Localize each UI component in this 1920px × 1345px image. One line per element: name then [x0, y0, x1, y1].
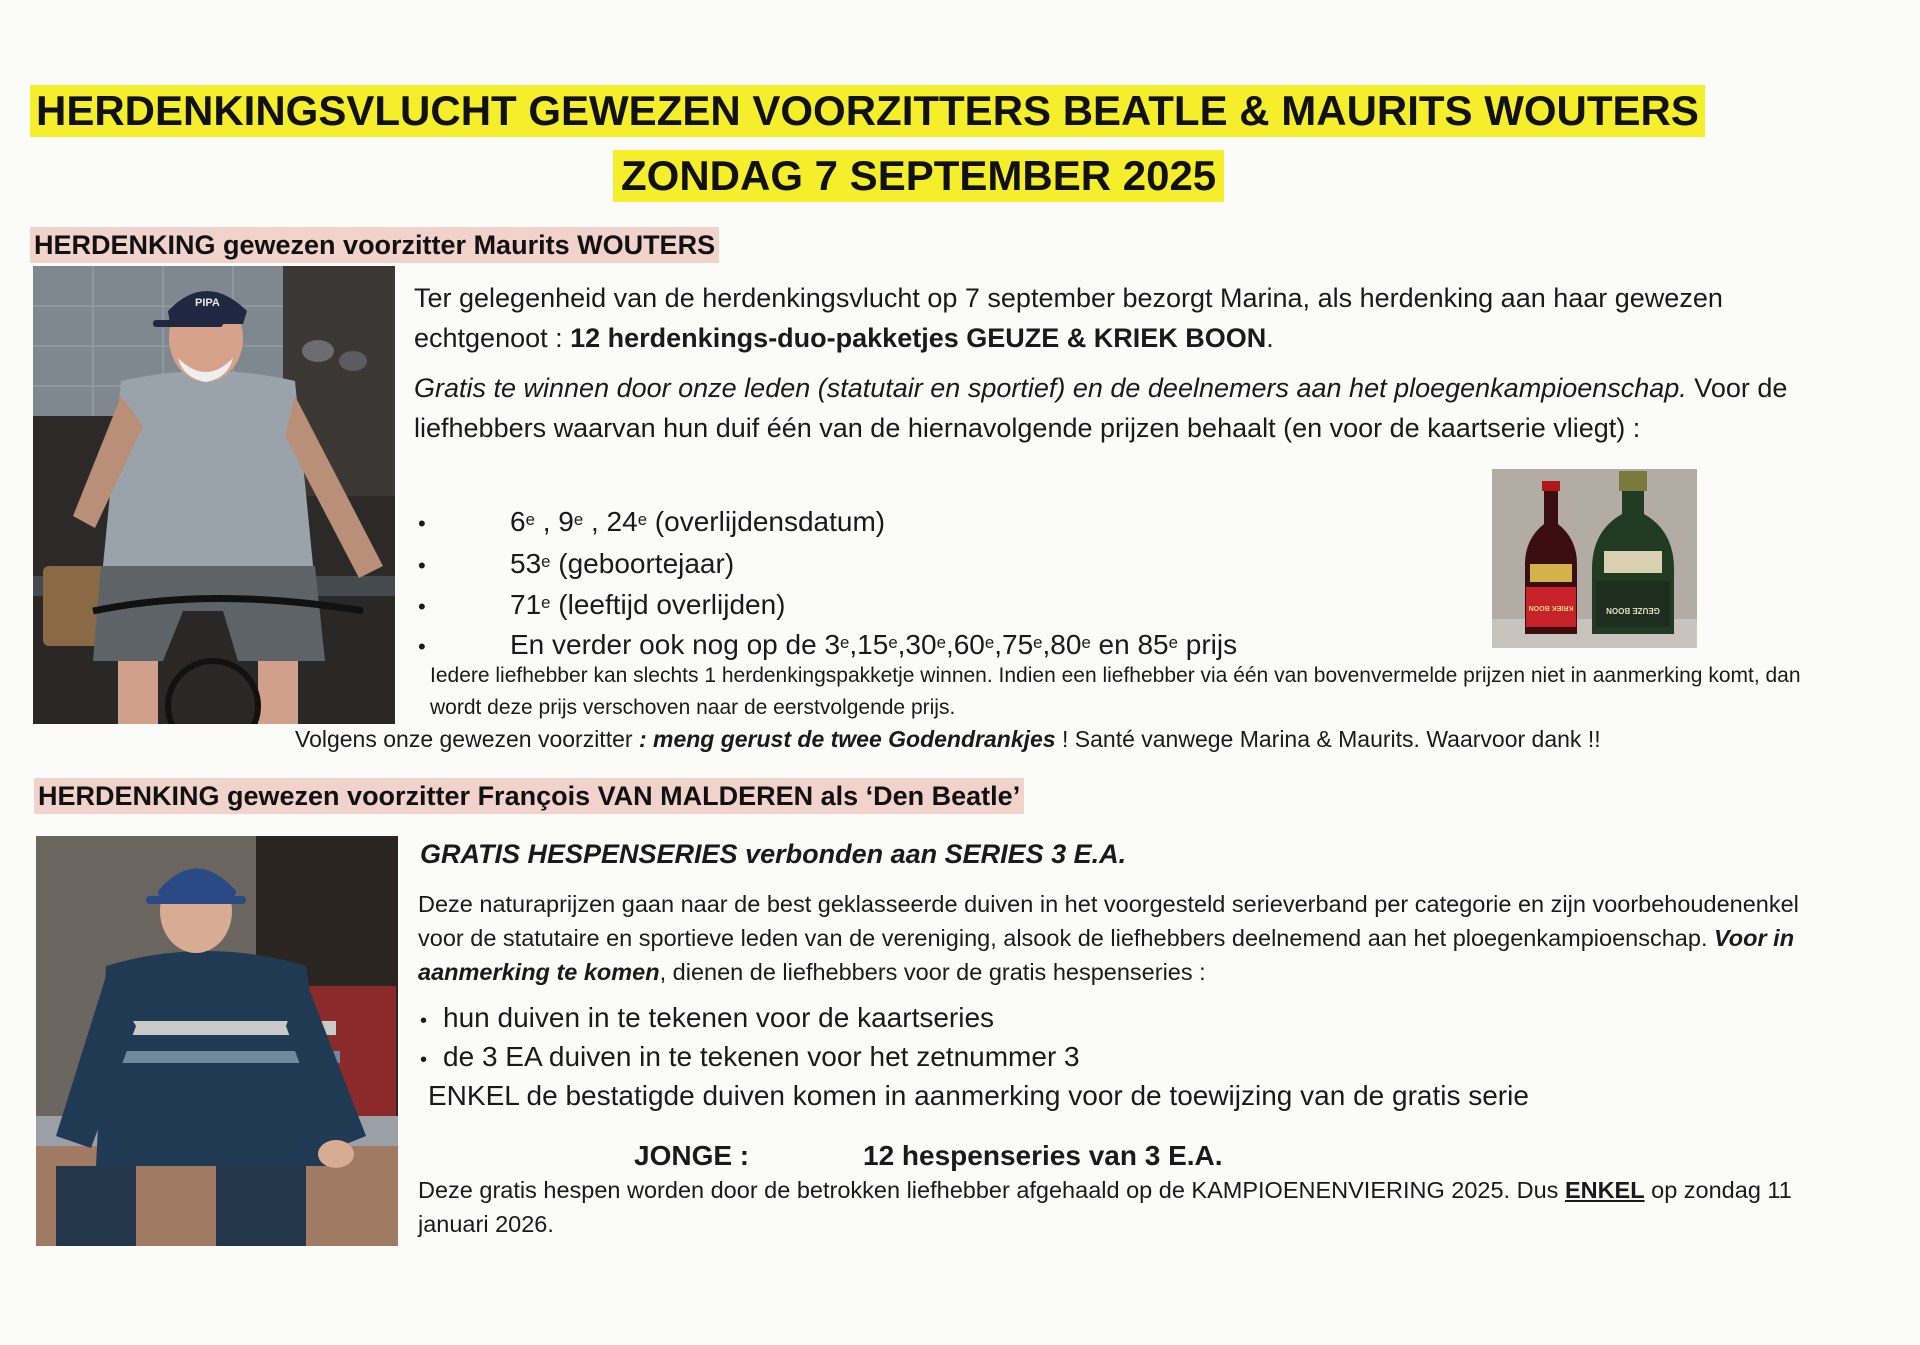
- bullet: •: [420, 1010, 428, 1032]
- section1-closing: Volgens onze gewezen voorzitter : meng gerust de twee Godendrankjes ! Santé vanwege Marina & Maurits. Waarvoor dank !!: [295, 726, 1601, 752]
- section1-note: Iedere liefhebber kan slechts 1 herdenkingspakketje winnen. Indien een liefhebber via één van bovenvermelde prijzen niet in aanmerking komt, dan wordt deze prijs verschoven naar de eerstvolgende prijs.: [430, 664, 1801, 719]
- bottle1-label: KRIEK BOON: [1528, 604, 1574, 611]
- section2-subheading: GRATIS HESPENSERIES verbonden aan SERIES 3 E.A.: [420, 839, 1127, 869]
- title-line-2: ZONDAG 7 SEPTEMBER 2025: [613, 150, 1224, 202]
- cap-logo: PIPA: [195, 297, 220, 309]
- requirement-item-1: • hun duiven in te tekenen voor de kaartseries: [420, 1002, 995, 1033]
- section2-heading: HERDENKING gewezen voorzitter François VAN MALDEREN als ‘Den Beatle’: [34, 778, 1024, 814]
- bullet: •: [418, 594, 426, 619]
- photo-beer-bottles: [1492, 469, 1697, 648]
- section2-enkel-line: ENKEL de bestatigde duiven komen in aanmerking voor de toewijzing van de gratis serie: [428, 1080, 1529, 1111]
- section1-heading: HERDENKING gewezen voorzitter Maurits WOUTERS: [30, 227, 719, 263]
- photo-maurits-on-bicycle: [33, 266, 395, 724]
- bullet: •: [418, 511, 426, 536]
- bullet: •: [418, 553, 426, 578]
- section1-eligibility: Gratis te winnen door onze leden (statutair en sportief) en de deelnemers aan het ploegenkampioenschap. Voor de liefhebbers waarvan hun duif één van de hiernavolgende prijzen behaalt (en voor de kaartserie vliegt) :: [414, 373, 1788, 443]
- prize-list-item-2: • 53e (geboortejaar): [418, 544, 734, 586]
- bullet: •: [420, 1049, 428, 1071]
- prize-list-item-4: • En verder ook nog op de 3e,15e,30e,60e,75e,80e en 85e prijs: [418, 625, 1237, 667]
- title-line-1: HERDENKINGSVLUCHT GEWEZEN VOORZITTERS BEATLE & MAURITS WOUTERS: [30, 85, 1705, 137]
- bottle2-label: GEUZE BOON: [1606, 606, 1660, 615]
- prize-list-item-3: • 71e (leeftijd overlijden): [418, 585, 786, 627]
- photo-francois-den-beatle: [36, 836, 398, 1246]
- section2-description: Deze naturaprijzen gaan naar de best geklasseerde duiven in het voorgesteld serieverband per categorie en zijn voorbehoudenenkel voor de statutaire en sportieve leden van de vereniging, alsook de liefhebbers deelnemend aan het ploegenkampioenschap. Voor in aanmerking te komen, dienen de liefhebbers voor de gratis hespenseries :: [418, 891, 1799, 985]
- jonge-label: JONGE :: [634, 1140, 750, 1171]
- section1-intro: Ter gelegenheid van de herdenkingsvlucht op 7 september bezorgt Marina, als herdenking aan haar gewezen echtgenoot : 12 herdenkings-duo-pakketjes GEUZE & KRIEK BOON.: [414, 283, 1723, 353]
- bullet: •: [418, 634, 426, 659]
- requirement-item-2: • de 3 EA duiven in te tekenen voor het zetnummer 3: [420, 1041, 1080, 1072]
- section2-pickup-note: Deze gratis hespen worden door de betrokken liefhebber afgehaald op de KAMPIOENENVIERING 2025. Dus ENKEL op zondag 11 januari 2026.: [418, 1177, 1792, 1237]
- jonge-value: 12 hespenseries van 3 E.A.: [863, 1140, 1223, 1171]
- prize-list-item-1: • 6e , 9e , 24e (overlijdensdatum): [418, 502, 885, 544]
